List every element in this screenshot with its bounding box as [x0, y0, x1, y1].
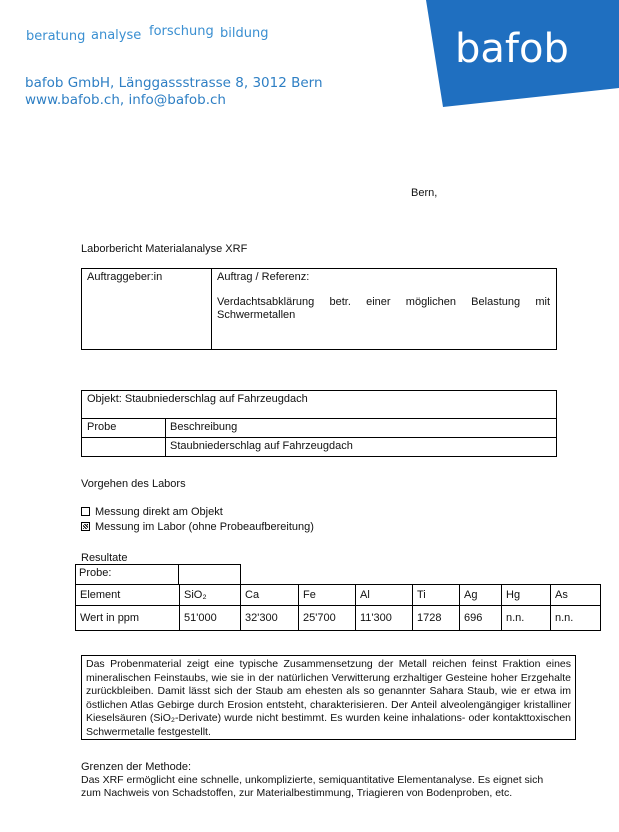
value-row — [76, 606, 601, 631]
tagline-word: analyse — [91, 28, 142, 43]
client-box-divider — [211, 268, 212, 350]
option-label: Messung direkt am Objekt — [95, 506, 223, 518]
tagline-word: beratung — [26, 29, 86, 44]
element-cell: Hg — [502, 585, 551, 606]
value-cell: 1728 — [413, 606, 460, 631]
checkbox-icon[interactable] — [81, 507, 90, 516]
value-cell: n.n. — [502, 606, 551, 631]
element-cell: Ti — [413, 585, 460, 606]
value-cell: 696 — [460, 606, 502, 631]
results-heading: Resultate — [81, 552, 128, 564]
description-column-header: Beschreibung — [170, 421, 238, 433]
value-row-label: Wert in ppm — [76, 606, 180, 631]
value-cell: 51'000 — [180, 606, 241, 631]
object-col-divider — [165, 418, 166, 457]
element-cell: Ca — [241, 585, 299, 606]
logo: bafob — [455, 26, 569, 72]
object-divider — [81, 418, 557, 419]
element-cell: As — [551, 585, 601, 606]
probe-column-header: Probe — [87, 421, 117, 433]
element-cell: SiO₂ — [180, 585, 241, 606]
summary-box: Das Probenmaterial zeigt eine typische Zusammensetzung der Metall reichen feinst Fraktion eines mineralischen Feinstaubs, wie sie in der natürlichen Verwitterung erzhaltiger Gesteine hoher Erzgehalte zurückbleiben. Damit lässt sich der Staub am ehesten als so genannter Sahara Staub, wie er etwa im östlichen Atlas Gebirge durch Erosion entsteht, charakterisieren. Der Anteil alveolengängiger kristalliner Kieselsäuren (SiO₂-Derivate) wurde nicht bestimmt. Es wurden keine inhalations- oder kontakttoxischen Schwermetalle festgestellt. — [81, 655, 576, 740]
object-divider — [81, 437, 557, 438]
procedure-option[interactable] — [81, 521, 314, 533]
procedure-option[interactable] — [81, 506, 223, 518]
object-title: Objekt: Staubniederschlag auf Fahrzeugdach — [87, 393, 308, 405]
checked-checkbox-icon[interactable] — [81, 522, 90, 531]
tagline-word: bildung — [220, 26, 269, 41]
client-label: Auftraggeber:in — [87, 271, 163, 283]
order-reference-label: Auftrag / Referenz: — [217, 271, 310, 283]
contact-line: www.bafob.ch, info@bafob.ch — [25, 92, 226, 108]
element-row — [76, 585, 601, 606]
option-label: Messung im Labor (ohne Probeaufbereitung) — [95, 521, 314, 533]
value-cell: 25'700 — [299, 606, 356, 631]
element-row-label: Element — [76, 585, 180, 606]
element-cell: Fe — [299, 585, 356, 606]
report-title: Laborbericht Materialanalyse XRF — [81, 243, 248, 255]
results-probe-divider — [178, 564, 179, 585]
company-address — [25, 75, 323, 109]
element-cell: Ag — [460, 585, 502, 606]
results-probe-label: Probe: — [79, 567, 112, 579]
description-value: Staubniederschlag auf Fahrzeugdach — [170, 440, 353, 452]
order-reference-text: Verdachtsabklärung betr. einer möglichen Belastung mit Schwermetallen — [217, 296, 550, 321]
limits-text: Das XRF ermöglicht eine schnelle, unkomplizierte, semiquantitative Elementanalyse. Es eignet sich zum Nachweis von Schadstoffen, zur Materialbestimmung, Triagieren von Bodenproben, etc. — [81, 774, 544, 799]
tagline-word: forschung — [149, 24, 214, 39]
place: Bern, — [411, 187, 438, 199]
value-cell: 11'300 — [356, 606, 413, 631]
value-cell: n.n. — [551, 606, 601, 631]
element-cell: Al — [356, 585, 413, 606]
procedure-heading: Vorgehen des Labors — [81, 478, 186, 490]
value-cell: 32'300 — [241, 606, 299, 631]
address-line: bafob GmbH, Länggassstrasse 8, 3012 Bern — [25, 75, 323, 91]
results-table — [75, 584, 601, 631]
limits-heading: Grenzen der Methode: — [81, 761, 192, 773]
